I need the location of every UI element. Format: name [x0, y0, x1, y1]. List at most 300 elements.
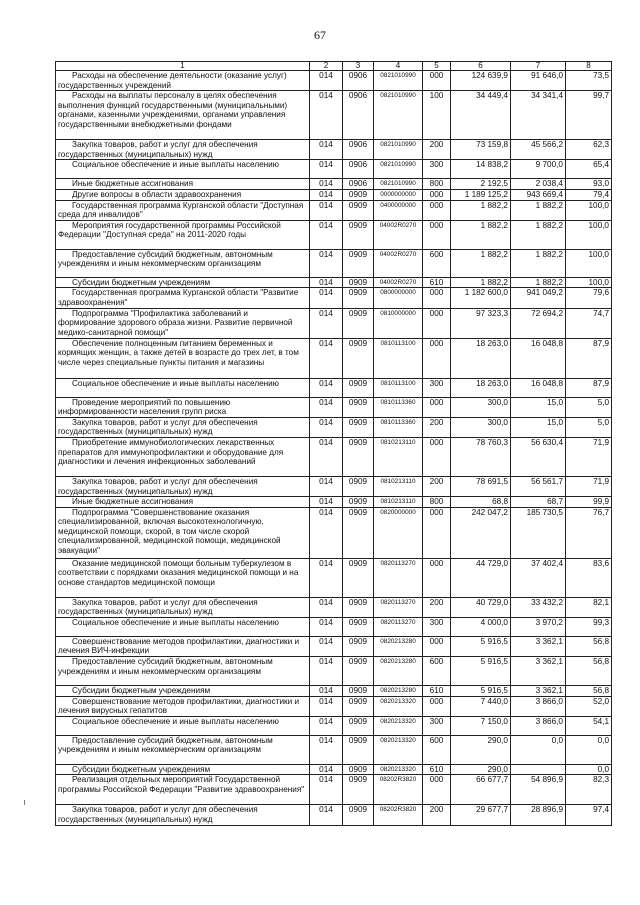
cell-code: 014 — [310, 160, 343, 179]
table-row — [56, 597, 612, 617]
table-row — [56, 617, 612, 636]
cell-percent: 62,3 — [566, 140, 612, 160]
row-name: Закупка товаров, работ и услуг для обеспечения государственных (муниципальных) нужд — [56, 140, 310, 160]
cell-section: 0906 — [343, 179, 374, 190]
cell-percent: 79,6 — [566, 288, 612, 308]
cell-section: 0909 — [343, 617, 374, 636]
row-name: Социальное обеспечение и иные выплаты населению — [56, 617, 310, 636]
cell-actual: 1 882,2 — [511, 220, 566, 249]
row-name: Закупка товаров, работ и услуг для обеспечения государственных (муниципальных) нужд — [56, 476, 310, 496]
cell-percent: 100,0 — [566, 249, 612, 277]
table-row — [56, 160, 612, 179]
cell-section: 0909 — [343, 735, 374, 764]
cell-actual: 15,0 — [511, 397, 566, 417]
cell-target-code: 0820213320 — [374, 735, 423, 764]
row-name: Субсидии бюджетным учреждениям — [56, 686, 310, 697]
cell-section: 0909 — [343, 597, 374, 617]
row-name: Расходы на обеспечение деятельности (оказание услуг) государственных учреждений — [56, 71, 310, 91]
cell-actual: 3 362,1 — [511, 657, 566, 686]
cell-percent: 73,5 — [566, 71, 612, 91]
cell-section: 0909 — [343, 657, 374, 686]
row-name: Другие вопросы в области здравоохранения — [56, 189, 310, 200]
cell-expense-type: 300 — [423, 617, 451, 636]
cell-section: 0909 — [343, 437, 374, 476]
cell-target-code: 0810113100 — [374, 338, 423, 378]
table-row — [56, 636, 612, 656]
cell-section: 0909 — [343, 686, 374, 697]
table-row — [56, 220, 612, 249]
cell-code: 014 — [310, 140, 343, 160]
cell-expense-type: 000 — [423, 200, 451, 220]
cell-code: 014 — [310, 805, 343, 826]
row-name: Совершенствование методов профилактики, диагностики и лечения ВИЧ-инфекции — [56, 636, 310, 656]
cell-plan: 1 882,2 — [451, 200, 511, 220]
row-name: Иные бюджетные ассигнования — [56, 179, 310, 190]
cell-actual: 1 882,2 — [511, 277, 566, 288]
cell-code: 014 — [310, 71, 343, 91]
cell-actual: 9 700,0 — [511, 160, 566, 179]
cell-target-code: 04002R0270 — [374, 220, 423, 249]
table-row — [56, 507, 612, 558]
cell-percent: 99,7 — [566, 91, 612, 140]
cell-plan: 124 639,9 — [451, 71, 511, 91]
cell-code: 014 — [310, 476, 343, 496]
cell-target-code: 0820113270 — [374, 558, 423, 597]
cell-percent: 87,9 — [566, 378, 612, 397]
cell-percent: 100,0 — [566, 220, 612, 249]
cell-percent: 0,0 — [566, 735, 612, 764]
cell-code: 014 — [310, 696, 343, 716]
cell-target-code: 0820113270 — [374, 597, 423, 617]
row-name: Социальное обеспечение и иные выплаты населению — [56, 160, 310, 179]
cell-section: 0909 — [343, 378, 374, 397]
table-row — [56, 716, 612, 735]
cell-code: 014 — [310, 249, 343, 277]
cell-target-code: 0810213110 — [374, 476, 423, 496]
cell-code: 014 — [310, 189, 343, 200]
row-name: Иные бюджетные ассигнования — [56, 497, 310, 508]
cell-actual: 16 048,8 — [511, 378, 566, 397]
cell-actual: 68,7 — [511, 497, 566, 508]
cell-expense-type: 200 — [423, 597, 451, 617]
cell-target-code: 0821010990 — [374, 179, 423, 190]
cell-actual: 3 866,0 — [511, 696, 566, 716]
table-row — [56, 338, 612, 378]
row-name: Предоставление субсидий бюджетным, автономным учреждениям и иным некоммерческим организациям — [56, 735, 310, 764]
table-row — [56, 277, 612, 288]
row-name: Оказание медицинской помощи больным туберкулезом в соответствии с порядками оказания медицинской помощи и на основе стандартов медицинской помощи — [56, 558, 310, 597]
cell-target-code: 08202R3820 — [374, 775, 423, 805]
row-name: Приобретение иммунобиологических лекарственных препаратов для иммунопрофилактики и оборудование для диагностики и лечения инфекционных заболеваний — [56, 437, 310, 476]
cell-code: 014 — [310, 764, 343, 775]
table-row — [56, 308, 612, 338]
cell-expense-type: 300 — [423, 378, 451, 397]
table-row — [56, 497, 612, 508]
cell-actual: 28 896,9 — [511, 805, 566, 826]
cell-actual: 3 970,2 — [511, 617, 566, 636]
cell-section: 0909 — [343, 397, 374, 417]
cell-target-code: 04002R0270 — [374, 249, 423, 277]
budget-table — [55, 61, 612, 826]
cell-code: 014 — [310, 617, 343, 636]
cell-target-code: 0810113360 — [374, 397, 423, 417]
cell-code: 014 — [310, 220, 343, 249]
cell-target-code: 0800000000 — [374, 288, 423, 308]
cell-actual: 15,0 — [511, 417, 566, 437]
row-name: Мероприятия государственной программы Российской Федерации "Доступная среда" на 2011-2020 годы — [56, 220, 310, 249]
cell-expense-type: 600 — [423, 735, 451, 764]
cell-expense-type: 200 — [423, 476, 451, 496]
cell-plan: 40 729,0 — [451, 597, 511, 617]
cell-target-code: 0820213320 — [374, 764, 423, 775]
cell-code: 014 — [310, 636, 343, 656]
cell-code: 014 — [310, 308, 343, 338]
cell-expense-type: 000 — [423, 558, 451, 597]
cell-actual — [511, 764, 566, 775]
cell-percent: 83,6 — [566, 558, 612, 597]
col-header: 1 — [56, 62, 310, 71]
cell-code: 014 — [310, 378, 343, 397]
cell-section: 0909 — [343, 308, 374, 338]
cell-code: 014 — [310, 775, 343, 805]
cell-target-code: 0821010990 — [374, 71, 423, 91]
cell-code: 014 — [310, 497, 343, 508]
cell-section: 0909 — [343, 417, 374, 437]
cell-expense-type: 200 — [423, 805, 451, 826]
cell-code: 014 — [310, 200, 343, 220]
cell-plan: 29 677,7 — [451, 805, 511, 826]
cell-percent: 87,9 — [566, 338, 612, 378]
cell-plan: 78 691,5 — [451, 476, 511, 496]
cell-section: 0909 — [343, 338, 374, 378]
row-name: Предоставление субсидий бюджетным, автономным учреждениям и иным некоммерческим организациям — [56, 249, 310, 277]
cell-actual: 2 038,4 — [511, 179, 566, 190]
cell-actual: 91 646,0 — [511, 71, 566, 91]
cell-percent: 5,0 — [566, 417, 612, 437]
cell-section: 0909 — [343, 636, 374, 656]
row-name: Обеспечение полноценным питанием беременных и кормящих женщин, а также детей в возрасте до трех лет, в том числе через специальные пункты питания и магазины — [56, 338, 310, 378]
cell-expense-type: 000 — [423, 220, 451, 249]
cell-expense-type: 100 — [423, 91, 451, 140]
page-number: 67 — [314, 28, 326, 42]
table-row — [56, 249, 612, 277]
cell-percent: 5,0 — [566, 397, 612, 417]
cell-percent: 93,0 — [566, 179, 612, 190]
cell-plan: 18 263,0 — [451, 378, 511, 397]
cell-expense-type: 000 — [423, 288, 451, 308]
cell-plan: 290,0 — [451, 764, 511, 775]
col-header: 2 — [310, 62, 343, 71]
cell-actual: 56 630,4 — [511, 437, 566, 476]
cell-target-code: 0820213320 — [374, 716, 423, 735]
cell-code: 014 — [310, 277, 343, 288]
cell-target-code: 0820213280 — [374, 657, 423, 686]
table-row — [56, 71, 612, 91]
row-name: Государственная программа Курганской области "Развитие здравоохранения" — [56, 288, 310, 308]
cell-plan: 1 882,2 — [451, 249, 511, 277]
cell-percent: 54,1 — [566, 716, 612, 735]
table-row — [56, 805, 612, 826]
table-row — [56, 91, 612, 140]
cell-percent: 99,9 — [566, 497, 612, 508]
cell-percent: 99,3 — [566, 617, 612, 636]
cell-plan: 1 189 125,2 — [451, 189, 511, 200]
cell-percent: 97,4 — [566, 805, 612, 826]
cell-expense-type: 600 — [423, 657, 451, 686]
cell-plan: 290,0 — [451, 735, 511, 764]
cell-actual: 941 049,2 — [511, 288, 566, 308]
row-name: Закупка товаров, работ и услуг для обеспечения государственных (муниципальных) нужд — [56, 417, 310, 437]
cell-section: 0909 — [343, 764, 374, 775]
cell-plan: 7 150,0 — [451, 716, 511, 735]
col-header: 4 — [374, 62, 423, 71]
cell-code: 014 — [310, 716, 343, 735]
cell-target-code: 0821010990 — [374, 160, 423, 179]
cell-section: 0906 — [343, 71, 374, 91]
cell-section: 0909 — [343, 775, 374, 805]
cell-code: 014 — [310, 657, 343, 686]
cell-section: 0909 — [343, 277, 374, 288]
table-row — [56, 437, 612, 476]
cell-percent: 56,8 — [566, 686, 612, 697]
row-name: Расходы на выплаты персоналу в целях обеспечения выполнения функций государственными (муниципальными) органами, казенными учреждениями, органами управления государственными внебюджетными фондами — [56, 91, 310, 140]
cell-plan: 5 916,5 — [451, 657, 511, 686]
cell-expense-type: 000 — [423, 696, 451, 716]
cell-plan: 14 838,2 — [451, 160, 511, 179]
cell-actual: 1 882,2 — [511, 200, 566, 220]
cell-actual: 1 882,2 — [511, 249, 566, 277]
cell-actual: 33 432,2 — [511, 597, 566, 617]
table-row — [56, 764, 612, 775]
cell-expense-type: 800 — [423, 497, 451, 508]
cell-expense-type: 610 — [423, 686, 451, 697]
cell-plan: 73 159,8 — [451, 140, 511, 160]
cell-target-code: 0810113100 — [374, 378, 423, 397]
col-header: 3 — [343, 62, 374, 71]
table-row — [56, 735, 612, 764]
row-name: Предоставление субсидий бюджетным, автономным учреждениям и иным некоммерческим организациям — [56, 657, 310, 686]
cell-actual: 34 341,4 — [511, 91, 566, 140]
cell-expense-type: 610 — [423, 277, 451, 288]
cell-plan: 44 729,0 — [451, 558, 511, 597]
col-header: 8 — [566, 62, 612, 71]
cell-target-code: 0820113270 — [374, 617, 423, 636]
cell-expense-type: 200 — [423, 417, 451, 437]
header-row — [56, 62, 612, 71]
cell-code: 014 — [310, 558, 343, 597]
cell-section: 0909 — [343, 476, 374, 496]
cell-target-code: 0820213280 — [374, 686, 423, 697]
cell-percent: 79,4 — [566, 189, 612, 200]
cell-percent: 56,8 — [566, 636, 612, 656]
cell-plan: 5 916,5 — [451, 636, 511, 656]
row-name: Подпрограмма "Совершенствование оказания специализированной, включая высокотехнологичную, медицинской помощи, скорой, в том числе скорой специализированной, медицинской помощи, медицинской эвакуации" — [56, 507, 310, 558]
cell-actual: 16 048,8 — [511, 338, 566, 378]
table-row — [56, 378, 612, 397]
cell-code: 014 — [310, 338, 343, 378]
cell-actual: 56 561,7 — [511, 476, 566, 496]
table-row — [56, 476, 612, 496]
cell-expense-type: 000 — [423, 437, 451, 476]
cell-target-code: 0000000000 — [374, 189, 423, 200]
cell-actual: 943 669,4 — [511, 189, 566, 200]
cell-plan: 68,8 — [451, 497, 511, 508]
cell-plan: 1 882,2 — [451, 277, 511, 288]
cell-section: 0906 — [343, 91, 374, 140]
cell-section: 0909 — [343, 716, 374, 735]
cell-plan: 78 760,3 — [451, 437, 511, 476]
cell-expense-type: 000 — [423, 636, 451, 656]
cell-section: 0909 — [343, 497, 374, 508]
cell-plan: 5 916,5 — [451, 686, 511, 697]
cell-target-code: 08202R3820 — [374, 805, 423, 826]
cell-percent: 100,0 — [566, 200, 612, 220]
cell-expense-type: 300 — [423, 160, 451, 179]
row-name: Проведение мероприятий по повышению информированности населения групп риска — [56, 397, 310, 417]
row-name: Государственная программа Курганской области "Доступная среда для инвалидов" — [56, 200, 310, 220]
cell-section: 0909 — [343, 805, 374, 826]
cell-target-code: 0821010990 — [374, 140, 423, 160]
cell-section: 0909 — [343, 558, 374, 597]
cell-percent: 65,4 — [566, 160, 612, 179]
cell-target-code: 04002R0270 — [374, 277, 423, 288]
table-row — [56, 189, 612, 200]
row-name: Подпрограмма "Профилактика заболеваний и формирование здорового образа жизни. Развитие первичной медико-санитарной помощи" — [56, 308, 310, 338]
cell-percent: 56,8 — [566, 657, 612, 686]
cell-target-code: 0810113360 — [374, 417, 423, 437]
cell-code: 014 — [310, 288, 343, 308]
cell-plan: 2 192,5 — [451, 179, 511, 190]
cell-plan: 242 047,2 — [451, 507, 511, 558]
cell-expense-type: 000 — [423, 397, 451, 417]
cell-plan: 1 882,2 — [451, 220, 511, 249]
row-name: Социальное обеспечение и иные выплаты населению — [56, 716, 310, 735]
cell-actual: 185 730,5 — [511, 507, 566, 558]
table-row — [56, 417, 612, 437]
table-row — [56, 179, 612, 190]
cell-expense-type: 000 — [423, 775, 451, 805]
cell-actual: 54 896,9 — [511, 775, 566, 805]
table-row — [56, 397, 612, 417]
cell-target-code: 0810213110 — [374, 437, 423, 476]
cell-expense-type: 610 — [423, 764, 451, 775]
cell-actual: 0,0 — [511, 735, 566, 764]
table-row — [56, 140, 612, 160]
cell-percent: 76,7 — [566, 507, 612, 558]
cell-section: 0909 — [343, 200, 374, 220]
table-row — [56, 696, 612, 716]
row-name: Субсидии бюджетным учреждениям — [56, 277, 310, 288]
cell-percent: 100,0 — [566, 277, 612, 288]
row-name: Закупка товаров, работ и услуг для обеспечения государственных (муниципальных) нужд — [56, 805, 310, 826]
table-row — [56, 558, 612, 597]
cell-section: 0906 — [343, 160, 374, 179]
row-name: Совершенствование методов профилактики, диагностики и лечения вирусных гепатитов — [56, 696, 310, 716]
row-name: Реализация отдельных мероприятий Государственной программы Российской Федерации "Развитие здравоохранения" — [56, 775, 310, 805]
cell-percent: 82,1 — [566, 597, 612, 617]
scan-mark — [24, 800, 28, 805]
cell-section: 0909 — [343, 189, 374, 200]
cell-percent: 82,3 — [566, 775, 612, 805]
cell-section: 0909 — [343, 507, 374, 558]
cell-plan: 300,0 — [451, 397, 511, 417]
cell-code: 014 — [310, 507, 343, 558]
table-row — [56, 288, 612, 308]
cell-target-code: 0810213110 — [374, 497, 423, 508]
cell-actual: 3 866,0 — [511, 716, 566, 735]
col-header: 7 — [511, 62, 566, 71]
cell-percent: 0,0 — [566, 764, 612, 775]
cell-expense-type: 600 — [423, 249, 451, 277]
cell-section: 0909 — [343, 249, 374, 277]
cell-plan: 1 182 600,0 — [451, 288, 511, 308]
cell-plan: 300,0 — [451, 417, 511, 437]
cell-code: 014 — [310, 397, 343, 417]
cell-percent: 71,9 — [566, 437, 612, 476]
cell-expense-type: 800 — [423, 179, 451, 190]
cell-section: 0906 — [343, 140, 374, 160]
cell-target-code: 0821010990 — [374, 91, 423, 140]
cell-expense-type: 000 — [423, 189, 451, 200]
cell-code: 014 — [310, 91, 343, 140]
cell-percent: 74,7 — [566, 308, 612, 338]
cell-section: 0909 — [343, 220, 374, 249]
cell-plan: 34 449,4 — [451, 91, 511, 140]
cell-code: 014 — [310, 179, 343, 190]
cell-plan: 97 323,3 — [451, 308, 511, 338]
cell-expense-type: 300 — [423, 716, 451, 735]
cell-section: 0909 — [343, 696, 374, 716]
cell-plan: 7 440,0 — [451, 696, 511, 716]
cell-actual: 3 362,1 — [511, 636, 566, 656]
cell-expense-type: 000 — [423, 338, 451, 378]
cell-actual: 72 694,2 — [511, 308, 566, 338]
cell-actual: 45 566,2 — [511, 140, 566, 160]
table-row — [56, 200, 612, 220]
row-name: Закупка товаров, работ и услуг для обеспечения государственных (муниципальных) нужд — [56, 597, 310, 617]
col-header: 5 — [423, 62, 451, 71]
cell-percent: 71,9 — [566, 476, 612, 496]
col-header: 6 — [451, 62, 511, 71]
cell-actual: 3 362,1 — [511, 686, 566, 697]
table-row — [56, 775, 612, 805]
cell-expense-type: 000 — [423, 71, 451, 91]
cell-target-code: 0820213320 — [374, 696, 423, 716]
row-name: Социальное обеспечение и иные выплаты населению — [56, 378, 310, 397]
cell-plan: 4 000,0 — [451, 617, 511, 636]
cell-percent: 52,0 — [566, 696, 612, 716]
cell-target-code: 0810000000 — [374, 308, 423, 338]
cell-target-code: 0820213280 — [374, 636, 423, 656]
cell-expense-type: 000 — [423, 308, 451, 338]
cell-actual: 37 402,4 — [511, 558, 566, 597]
cell-code: 014 — [310, 686, 343, 697]
cell-code: 014 — [310, 597, 343, 617]
cell-code: 014 — [310, 735, 343, 764]
row-name: Субсидии бюджетным учреждениям — [56, 764, 310, 775]
cell-plan: 66 677,7 — [451, 775, 511, 805]
cell-expense-type: 000 — [423, 507, 451, 558]
cell-code: 014 — [310, 417, 343, 437]
cell-code: 014 — [310, 437, 343, 476]
cell-section: 0909 — [343, 288, 374, 308]
cell-expense-type: 200 — [423, 140, 451, 160]
cell-target-code: 0400000000 — [374, 200, 423, 220]
cell-target-code: 0820000000 — [374, 507, 423, 558]
table-row — [56, 686, 612, 697]
table-row — [56, 657, 612, 686]
cell-plan: 18 263,0 — [451, 338, 511, 378]
